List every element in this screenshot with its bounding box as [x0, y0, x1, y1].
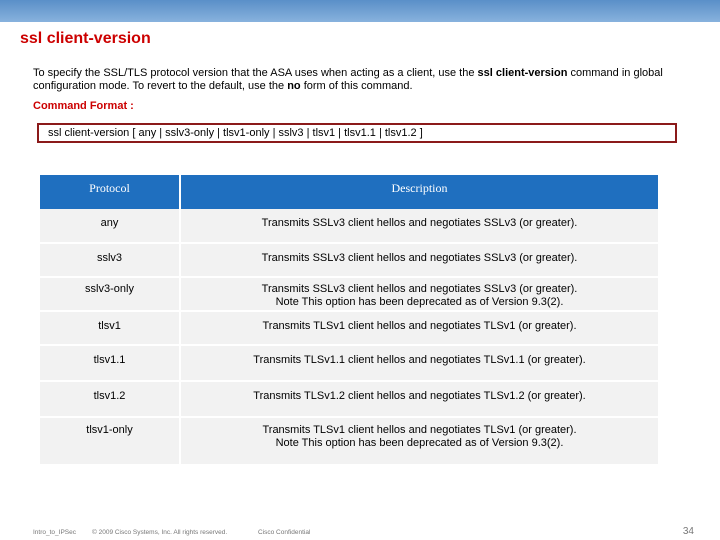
- header-protocol: Protocol: [40, 175, 180, 209]
- header-banner: [0, 0, 720, 26]
- description-cell: [180, 311, 658, 345]
- protocol-cell: sslv3-only: [40, 277, 180, 311]
- intro-text-2: command in global configuration mode. To revert to the default, use the: [33, 67, 663, 92]
- protocol-cell: any: [40, 209, 180, 243]
- description-line: Transmits SSLv3 client hellos and negotiates SSLv3 (or greater).: [261, 283, 578, 295]
- footer-copyright: © 2009 Cisco Systems, Inc. All rights reserved.: [92, 529, 228, 536]
- description-cell: [180, 345, 658, 381]
- description-cell: [180, 243, 658, 277]
- description-note: Note This option has been deprecated as of Version 9.3(2).: [275, 437, 564, 449]
- table-row: [40, 381, 658, 417]
- table-row: [40, 311, 658, 345]
- table-row: [40, 243, 658, 277]
- intro-command: ssl client-version: [477, 67, 568, 79]
- intro-paragraph: [33, 67, 693, 93]
- protocol-table: [40, 175, 658, 466]
- header-description: Description: [180, 175, 658, 209]
- table-header-row: [40, 175, 658, 209]
- description-line: Transmits TLSv1.2 client hellos and negotiates TLSv1.2 (or greater).: [253, 390, 586, 402]
- page-title: ssl client-version: [20, 30, 151, 47]
- description-cell: [180, 277, 658, 311]
- page-number: 34: [682, 526, 694, 537]
- description-cell: [180, 381, 658, 417]
- table-row: [40, 417, 658, 465]
- intro-text-1: To specify the SSL/TLS protocol version that the ASA uses when acting as a client, use the: [33, 67, 478, 79]
- intro-text-3: form of this command.: [300, 80, 413, 92]
- footer-filename: Intro_to_IPSec: [33, 529, 76, 536]
- table-row: [40, 209, 658, 243]
- protocol-cell: tlsv1: [40, 311, 180, 345]
- description-note: Note This option has been deprecated as of Version 9.3(2).: [275, 296, 564, 308]
- protocol-cell: tlsv1.1: [40, 345, 180, 381]
- protocol-cell: sslv3: [40, 243, 180, 277]
- intro-no-keyword: no: [287, 80, 301, 92]
- command-syntax-box: ssl client-version [ any | sslv3-only | tlsv1-only | sslv3 | tlsv1 | tlsv1.1 | tlsv1.2 ]: [37, 123, 677, 143]
- protocol-cell: tlsv1.2: [40, 381, 180, 417]
- footer-confidential: Cisco Confidential: [258, 529, 311, 536]
- description-cell: [180, 209, 658, 243]
- description-line: Transmits TLSv1 client hellos and negotiates TLSv1 (or greater).: [262, 320, 577, 332]
- protocol-cell: tlsv1-only: [40, 417, 180, 465]
- description-line: Transmits SSLv3 client hellos and negotiates SSLv3 (or greater).: [261, 252, 578, 264]
- description-line: Transmits SSLv3 client hellos and negotiates SSLv3 (or greater).: [261, 217, 578, 229]
- description-line: Transmits TLSv1.1 client hellos and negotiates TLSv1.1 (or greater).: [253, 354, 586, 366]
- command-format-label: Command Format :: [33, 100, 134, 112]
- table-row: [40, 277, 658, 311]
- description-cell: [180, 417, 658, 465]
- table-row: [40, 345, 658, 381]
- description-line: Transmits TLSv1 client hellos and negotiates TLSv1 (or greater).: [262, 424, 577, 436]
